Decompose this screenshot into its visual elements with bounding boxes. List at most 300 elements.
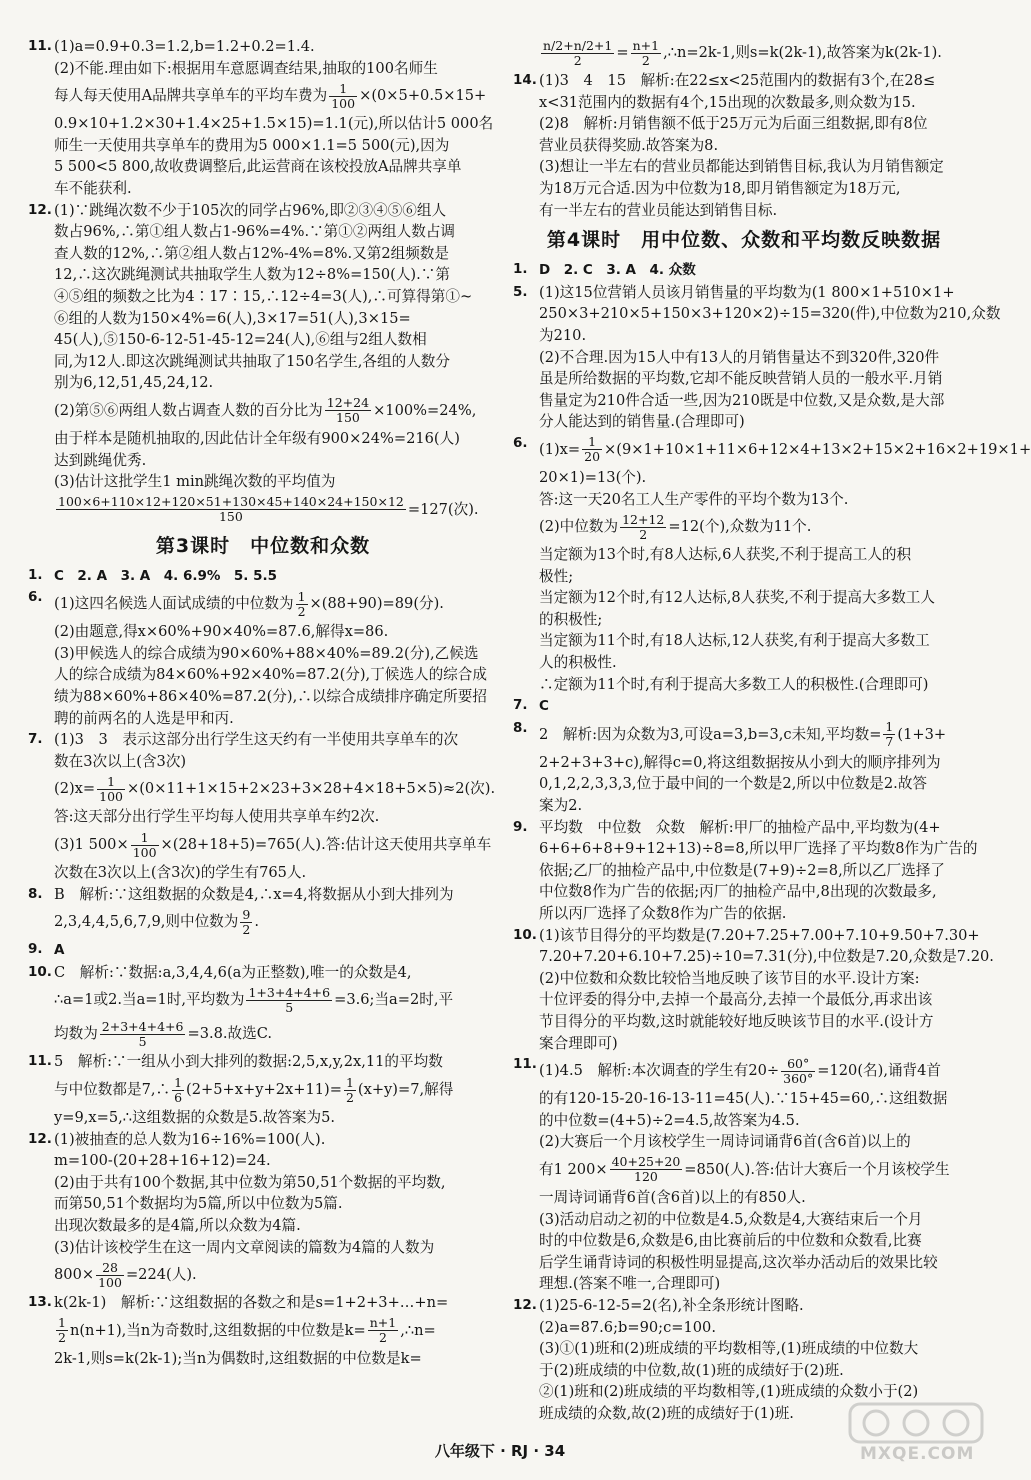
answer-item — [28, 962, 498, 1052]
answer-line — [539, 968, 975, 990]
answer-line — [539, 989, 975, 1011]
watermark-text: MXQE.COM — [860, 1444, 975, 1464]
line-text: (2)大赛后一个月该校学生一周诗词诵背6首(含6首)以上的 — [539, 1133, 911, 1151]
answer-line — [54, 243, 498, 265]
line-text: (2+5+x+y+2x+11)= — [186, 1081, 342, 1098]
line-text: 理想.(答案不唯一,合理即可) — [539, 1275, 721, 1293]
answer-line — [54, 686, 498, 708]
answer-line — [539, 156, 975, 178]
line-text: 同,为12人.即这次跳绳测试共抽取了150名学生,各组的人数分 — [54, 352, 451, 370]
line-text: (1)x= — [539, 440, 581, 458]
line-text: (1)a=0.9+0.3=1.2,b=1.2+0.2=1.4. — [54, 38, 315, 55]
line-text: 为210. — [539, 326, 587, 344]
answer-line — [54, 565, 498, 588]
line-text: 时的中位数是6,众数是6,由比赛前后的中位数和众数看,比赛 — [539, 1232, 922, 1250]
line-text: 答:这一天20名工人生产零件的平均个数为13个. — [539, 490, 849, 508]
line-text: 依据;乙厂的抽检产品中,中位数是(7+9)÷2=8,所以乙厂选择了 — [539, 861, 945, 879]
line-text: . — [254, 913, 259, 931]
fraction — [344, 1076, 356, 1105]
line-text: 当定额为13个时,有8人达标,6人获奖,不利于提高工人的积 — [539, 546, 912, 564]
question-number: 8. — [28, 885, 43, 902]
fraction-denominator: 2 — [639, 526, 648, 542]
line-text: 中位数8作为广告的依据;丙厂的抽检产品中,8出现的次数最多, — [539, 883, 937, 901]
fraction — [541, 39, 614, 68]
answers-block-1 — [28, 36, 498, 527]
fraction-denominator: 2 — [573, 52, 582, 68]
answer-line — [54, 372, 498, 394]
fraction-numerator: 100×6+110×12+120×51+130×45+140×24+150×12 — [58, 494, 404, 510]
fraction-numerator: 1 — [329, 82, 357, 97]
answer-line — [54, 286, 498, 308]
answer-line — [54, 1172, 498, 1194]
answer-line — [54, 1215, 498, 1237]
answer-line — [54, 1292, 498, 1314]
line-text: 平均数 中位数 众数 解析:甲厂的抽检产品中,平均数为(4+ — [539, 818, 941, 836]
answer-line — [539, 489, 975, 511]
line-text: 师生一天使用共享单车的费用为5 000×1.1=5 500(元),因为 — [54, 136, 450, 154]
line-text: 有1 200× — [539, 1160, 608, 1178]
fraction-numerator: n+1 — [369, 1315, 397, 1331]
answer-line — [54, 471, 498, 493]
answer-line — [539, 946, 994, 968]
answer-item — [28, 587, 498, 729]
line-text: 均数为 — [54, 1025, 98, 1043]
line-text: (1+3+ — [897, 725, 947, 743]
answer-line — [539, 368, 975, 390]
line-text: 绩为88×60%+86×40%=87.2(分),∴以综合成绩排序确定所要招 — [54, 688, 487, 706]
answer-line — [539, 609, 975, 631]
answer-line — [54, 329, 498, 351]
line-text: 车不能获利. — [54, 179, 132, 197]
question-number: 12. — [513, 1296, 537, 1313]
line-text: 人的综合成绩为84×60%+92×40%=87.2(分),丁候选人的综合成 — [54, 666, 487, 684]
question-number: 12. — [28, 201, 52, 218]
line-text: C 解析:∵数据:a,3,4,4,6(a为正整数),唯一的众数是4, — [54, 963, 412, 981]
line-text: 与中位数都是7,∴ — [54, 1081, 171, 1098]
answer-line — [539, 259, 975, 282]
answer-line — [539, 303, 1001, 325]
fraction-denominator: 2 — [242, 921, 251, 937]
answer-line — [54, 862, 498, 884]
answer-line — [54, 905, 498, 939]
line-text: 虽是所给数据的平均数,它却不能反映营销人员的一般水平.月销 — [539, 370, 943, 388]
line-text: (3)①(1)班和(2)班成绩的平均数相等,(1)班成绩的中位数大 — [539, 1340, 919, 1358]
line-text: 答:这天部分出行学生平均每人使用共享单车约2次. — [54, 808, 380, 826]
answer-line — [54, 729, 498, 751]
line-text: =850(人).答:估计大赛后一个月该校学生 — [684, 1160, 950, 1178]
fraction-denominator: 20 — [584, 449, 601, 465]
answer-line — [54, 394, 498, 428]
answer-line — [539, 1273, 975, 1295]
line-text: 营业员获得奖励.故答案为8. — [539, 136, 719, 154]
answer-line — [539, 411, 975, 433]
answer-line — [539, 1131, 975, 1153]
answer-line — [539, 92, 975, 114]
answer-item — [513, 1054, 975, 1295]
line-text: (2)中位数和众数比较恰当地反映了该节目的水平.设计方案: — [539, 969, 920, 987]
line-text: (3)想让一半左右的营业员都能达到销售目标,我认为月销售额定 — [539, 158, 944, 176]
line-text: ×(28+18+5)=765(人).答:估计这天使用共享单车 — [160, 836, 492, 854]
question-number: 7. — [28, 731, 43, 748]
section-title-lesson-3: 第3课时 中位数和众数 — [155, 534, 371, 557]
answer-line — [54, 772, 498, 806]
line-text: A — [54, 942, 65, 959]
answer-line — [54, 1258, 498, 1292]
answer-line — [539, 1033, 975, 1055]
line-text: 聘的前两名的人选是甲和丙. — [54, 709, 234, 727]
line-text: 6+6+6+8+9+12+13)÷8=8,所以甲厂选择了平均数8作为广告的 — [539, 840, 978, 858]
answer-line — [54, 751, 498, 773]
answer-line — [539, 1088, 975, 1110]
answer-line — [54, 200, 498, 222]
line-text: 于(2)班成绩的中位数,故(1)班的成绩好于(2)班. — [539, 1361, 844, 1379]
answers-block-4 — [513, 259, 1031, 1424]
line-text: =3.6;当a=2时,平 — [334, 991, 454, 1009]
fraction-numerator: 12+24 — [326, 395, 370, 411]
fraction-numerator: 1 — [345, 1074, 354, 1090]
fraction-numerator: 1+3+4+4+6 — [248, 984, 331, 1000]
fraction-denominator: 5 — [138, 1033, 147, 1049]
line-text: B 解析:∵这组数据的众数是4,∴x=4,将数据从小到大排列为 — [54, 885, 454, 903]
answer-line — [54, 135, 498, 157]
question-number: 10. — [513, 926, 537, 943]
answer-line — [54, 708, 498, 730]
fraction-denominator: 360° — [783, 1070, 814, 1086]
answer-line — [54, 621, 498, 643]
line-text: 的积极性; — [539, 610, 603, 628]
answer-line — [539, 752, 975, 774]
fraction — [631, 39, 661, 68]
line-text: C 2. A 3. A 4. 6.9% 5. 5.5 — [54, 567, 278, 584]
fraction-numerator: 60° — [781, 1057, 815, 1072]
line-text: m=100-(20+28+16+12)=24. — [54, 1152, 271, 1170]
answer-line — [539, 566, 975, 588]
line-text: k(2k-1) 解析:∵这组数据的各数之和是s=1+2+3+…+n= — [54, 1294, 449, 1312]
fraction-numerator: 1 — [58, 1315, 66, 1331]
question-number: 14. — [513, 72, 537, 88]
fraction-numerator: n/2+n/2+1 — [543, 37, 613, 53]
answer-item — [28, 884, 498, 940]
fraction-numerator: 1 — [97, 775, 125, 790]
right-column — [513, 36, 1031, 1424]
line-text: 案为2. — [539, 797, 583, 815]
answer-line — [54, 884, 498, 906]
answer-line — [539, 795, 975, 817]
line-text: x<31范围内的数据有4个,15出现的次数最多,则众数为15. — [539, 93, 916, 111]
line-text: (3)估计这批学生1 min跳绳次数的平均值为 — [54, 473, 336, 491]
line-text: 次数在3次以上(含3次)的学生有765人. — [54, 864, 307, 882]
line-text: 0,1,2,2,3,3,3,位于最中间的一个数是2,所以中位数是2.故答 — [539, 775, 928, 793]
answer-line — [539, 925, 980, 947]
answer-line — [539, 1054, 975, 1088]
answer-line — [54, 156, 498, 178]
line-text: D 2. C 3. A 4. 众数 — [539, 262, 696, 279]
answer-item — [513, 433, 1031, 695]
answer-line — [539, 1187, 975, 1209]
line-text: (3)1 500× — [54, 836, 129, 854]
fraction-denominator: 2 — [378, 1330, 387, 1346]
answer-item — [513, 70, 975, 221]
answer-line — [539, 1252, 975, 1274]
answer-line — [54, 113, 498, 135]
answer-line — [54, 1017, 498, 1051]
question-number: 6. — [513, 434, 528, 451]
answer-line — [539, 718, 975, 752]
fraction — [97, 775, 125, 804]
line-text: (3)活动启动之初的中位数是4.5,众数是4,大赛结束后一个月 — [539, 1210, 923, 1228]
line-text: (2)8 解析:月销售额不低于25万元为后面三组数据,即有8位 — [539, 115, 928, 133]
question-number: 6. — [28, 589, 43, 606]
fraction-denominator: 2 — [58, 1330, 66, 1346]
fraction — [329, 82, 357, 111]
answer-line — [539, 510, 975, 544]
line-text: 有一半左右的营业员能达到销售目标. — [539, 201, 778, 219]
answer-line — [54, 79, 498, 113]
line-text: (1)这15位营销人员该月销售量的平均数为(1 800×1+510×1+ — [539, 283, 955, 301]
fraction-denominator: 120 — [634, 1169, 658, 1185]
line-text: 出现次数最多的是4篇,所以众数为4篇. — [54, 1216, 301, 1234]
fraction-denominator: 100 — [99, 788, 123, 804]
line-text: (1)∵跳绳次数不少于105次的同学占96%,即②③④⑤⑥组人 — [54, 201, 447, 219]
line-text: 的有120-15-20-16-13-11=45(人).∵15+45=60,∴这组数据 — [539, 1090, 948, 1108]
fraction-numerator: 2+3+4+4+6 — [101, 1018, 184, 1034]
answer-line — [539, 282, 975, 304]
fraction-numerator: 1 — [131, 831, 159, 846]
line-text: ②(1)班和(2)班成绩的平均数相等,(1)班成绩的众数小于(2) — [539, 1383, 919, 1401]
fraction-denominator: 100 — [331, 95, 356, 111]
line-text: 7.20+7.20+6.10+7.25)÷10=7.31(分),中位数是7.20,众数是7.20. — [539, 948, 994, 966]
question-number: 11. — [513, 1056, 537, 1073]
line-text: C — [539, 698, 549, 715]
answer-line — [54, 1237, 498, 1259]
line-text: 极性; — [539, 567, 574, 585]
fraction-denominator: 5 — [285, 999, 294, 1015]
question-number: 5. — [513, 283, 528, 300]
fraction-denominator: 2 — [297, 603, 306, 619]
answer-line — [539, 1338, 975, 1360]
answer-item — [513, 36, 975, 70]
fraction — [172, 1076, 184, 1105]
fraction — [131, 831, 159, 860]
line-text: 所以丙厂选择了众数8作为广告的依据. — [539, 905, 787, 922]
fraction-denominator: 150 — [336, 410, 360, 426]
question-number: 10. — [28, 963, 52, 980]
fraction — [883, 720, 895, 749]
line-text: 案合理即可) — [539, 1034, 618, 1052]
answer-item — [513, 925, 994, 1055]
answer-line — [539, 1360, 975, 1382]
line-text: (2)由于共有100个数据,其中位数为第50,51个数据的平均数, — [54, 1173, 446, 1191]
answers-block-2 — [28, 565, 498, 1370]
fraction — [100, 1020, 186, 1049]
line-text: 数占96%,∴第①组人数占1-96%=4%.∵第①②两组人数占调 — [54, 223, 456, 241]
question-number: 11. — [28, 1053, 52, 1070]
line-text: 5 解析:∵一组从小到大排列的数据:2,5,x,y,2x,11的平均数 — [54, 1053, 443, 1071]
answer-item — [513, 259, 975, 282]
line-text: n(n+1),当n为奇数时,这组数据的中位数是k= — [69, 1321, 366, 1339]
answer-line — [539, 1209, 975, 1231]
answer-line — [539, 544, 975, 566]
answer-line — [54, 828, 498, 862]
line-text: ×(88+90)=89(分). — [309, 595, 444, 613]
answer-line — [539, 674, 975, 696]
fraction — [240, 908, 252, 937]
answer-line — [54, 664, 498, 686]
answer-line — [54, 962, 498, 984]
line-text: =127(次). — [407, 500, 479, 518]
answer-line — [54, 36, 498, 58]
answer-line — [54, 178, 498, 200]
answer-line — [539, 467, 975, 489]
answer-line — [539, 773, 975, 795]
answer-item — [513, 817, 978, 925]
answer-item — [28, 565, 498, 588]
line-text: 当定额为12个时,有12人达标,8人获奖,不利于提高大多数工人 — [539, 589, 936, 607]
fraction-denominator: 100 — [132, 844, 157, 860]
page-footer: 八年级下 · RJ · 34 — [434, 1442, 566, 1460]
line-text: 数在3次以上(含3次) — [54, 752, 187, 770]
line-text: 20×1)=13(个). — [539, 468, 647, 486]
line-text: 2+2+3+3+c),解得c=0,将这组数据按从小到大的顺序排列为 — [539, 753, 941, 771]
line-text: 2 解析:因为众数为3,可设a=3,b=3,c未知,平均数= — [539, 725, 882, 743]
answer-line — [54, 643, 498, 665]
answer-line — [54, 983, 498, 1017]
answer-line — [54, 351, 498, 373]
answer-item — [28, 939, 498, 962]
line-text: 节目得分的平均数,这时就能较好地反映该节目的水平.(设计方 — [539, 1012, 934, 1030]
question-number: 9. — [513, 818, 528, 835]
answer-line — [54, 939, 498, 962]
answer-item — [513, 718, 975, 817]
line-text: (1)3 4 15 解析:在22≤x<25范围内的数据有3个,在28≤ — [539, 72, 936, 89]
fraction-denominator: 100 — [98, 1274, 122, 1290]
answer-line — [539, 135, 975, 157]
line-text: 每人每天使用A品牌共享单车的平均车费为 — [54, 87, 328, 105]
line-text: 2k-1,则s=k(2k-1);当n为偶数时,这组数据的中位数是k= — [54, 1349, 422, 1367]
answer-line — [539, 652, 975, 674]
line-text: (x+y)=7,解得 — [357, 1081, 454, 1098]
line-text: 由于样本是随机抽取的,因此估计全年级有900×24%=216(人) — [54, 429, 460, 447]
answer-line — [539, 630, 975, 652]
line-text: 后学生诵背诗词的积极性明显提高,这次举办活动后的效果比较 — [539, 1253, 938, 1271]
answer-line — [539, 1295, 975, 1317]
answer-line — [54, 221, 498, 243]
line-text: =3.8.故选C. — [187, 1025, 273, 1043]
answer-item — [513, 282, 1001, 433]
line-text: 十位评委的得分中,去掉一个最高分,去掉一个最低分,再求出该 — [539, 991, 933, 1009]
answer-line — [539, 36, 975, 70]
line-text: ,∴n=2k-1,则s=k(2k-1),故答案为k(2k-1). — [663, 44, 942, 61]
answer-line — [539, 178, 975, 200]
line-text: 别为6,12,51,45,24,12. — [54, 374, 214, 392]
section-title-lesson-4: 第4课时 用中位数、众数和平均数反映数据 — [546, 229, 942, 252]
line-text: (1)该节目得分的平均数是(7.20+7.25+7.00+7.10+9.50+7.30+ — [539, 926, 980, 944]
watermark-logo — [846, 1400, 986, 1470]
fraction — [368, 1316, 398, 1345]
answer-item — [28, 729, 498, 883]
answer-line — [539, 70, 975, 92]
line-text: (1)这四名候选人面试成绩的中位数为 — [54, 595, 294, 613]
line-text: 2,3,4,4,5,6,7,9,则中位数为 — [54, 913, 239, 931]
line-text: 800× — [54, 1266, 95, 1284]
fraction-numerator: 1 — [582, 435, 602, 450]
answer-line — [539, 1317, 975, 1339]
line-text: ×(9×1+10×1+11×6+12×4+13×2+15×2+16×2+19×1+ — [604, 440, 1031, 458]
line-text: (2)a=87.6;b=90;c=100. — [539, 1318, 716, 1336]
line-text: 当定额为11个时,有18人达标,12人获奖,有利于提高大多数工 — [539, 632, 930, 650]
answer-line — [539, 200, 975, 222]
answer-line — [54, 58, 498, 80]
line-text: = — [616, 44, 629, 61]
answer-line — [54, 1051, 498, 1073]
line-text: =120(名),诵背4首 — [817, 1062, 942, 1080]
fraction-numerator: 12+12 — [622, 511, 665, 527]
line-text: (1)3 3 表示这部分出行学生这天约有一半使用共享单车的次 — [54, 731, 459, 749]
fraction — [56, 495, 406, 524]
question-number: 1. — [28, 566, 43, 583]
line-text: (2)第⑤⑥两组人数占调查人数的百分比为 — [54, 401, 323, 419]
fraction-numerator: 1 — [174, 1074, 183, 1090]
answer-line — [539, 587, 975, 609]
fraction — [96, 1261, 124, 1290]
answer-line — [539, 113, 975, 135]
answer-line — [54, 264, 498, 286]
fraction — [325, 396, 371, 425]
line-text: 达到跳绳优秀. — [54, 451, 147, 469]
answer-line — [539, 347, 975, 369]
answer-line — [54, 308, 498, 330]
line-text: (1)25-6-12-5=2(名),补全条形统计图略. — [539, 1296, 804, 1314]
fraction — [610, 1155, 683, 1184]
line-text: ,∴n= — [400, 1321, 436, 1339]
answer-item — [513, 695, 975, 718]
answer-line — [54, 1193, 498, 1215]
fraction-denominator: 2 — [345, 1089, 354, 1105]
line-text: (3)甲候选人的综合成绩为90×60%+88×40%=89.2(分),乙候选 — [54, 644, 479, 662]
answer-line — [539, 1011, 975, 1033]
answer-line — [539, 881, 975, 903]
fraction-numerator: 28 — [96, 1261, 124, 1276]
line-text: ∴a=1或2.当a=1时,平均数为 — [54, 991, 245, 1009]
line-text: 人的积极性. — [539, 654, 617, 672]
line-text: ×(0×11+1×15+2×23+3×28+4×18+5×5)≈2(次). — [127, 780, 496, 798]
fraction — [56, 1316, 68, 1345]
fraction-denominator: 6 — [174, 1089, 183, 1105]
answer-line — [539, 1153, 975, 1187]
fraction — [620, 513, 666, 542]
answer-line — [54, 1348, 498, 1370]
left-column — [28, 36, 498, 1369]
answer-line — [539, 390, 975, 412]
fraction-numerator: n+1 — [632, 37, 660, 53]
line-text: (2)x= — [54, 780, 96, 798]
fraction — [781, 1057, 815, 1086]
line-text: 5 500<5 800,故收费调整后,此运营商在该校投放A品牌共享单 — [54, 158, 462, 176]
answer-item — [28, 1292, 498, 1369]
answer-line — [54, 1150, 498, 1172]
answer-line — [54, 1107, 498, 1129]
fraction-numerator: 1 — [885, 719, 894, 735]
fraction-numerator: 40+25+20 — [611, 1154, 681, 1170]
answer-line — [539, 838, 978, 860]
answer-line — [54, 1314, 498, 1348]
answer-line — [539, 1230, 975, 1252]
answer-item — [28, 1129, 498, 1293]
answer-line — [54, 493, 498, 527]
line-text: ④⑤组的频数之比为4∶17∶15,∴12÷4=3(人),∴可算得第①~ — [54, 287, 473, 305]
line-text: (1)4.5 解析:本次调查的学生有20÷ — [539, 1062, 780, 1080]
answer-line — [54, 1073, 498, 1107]
